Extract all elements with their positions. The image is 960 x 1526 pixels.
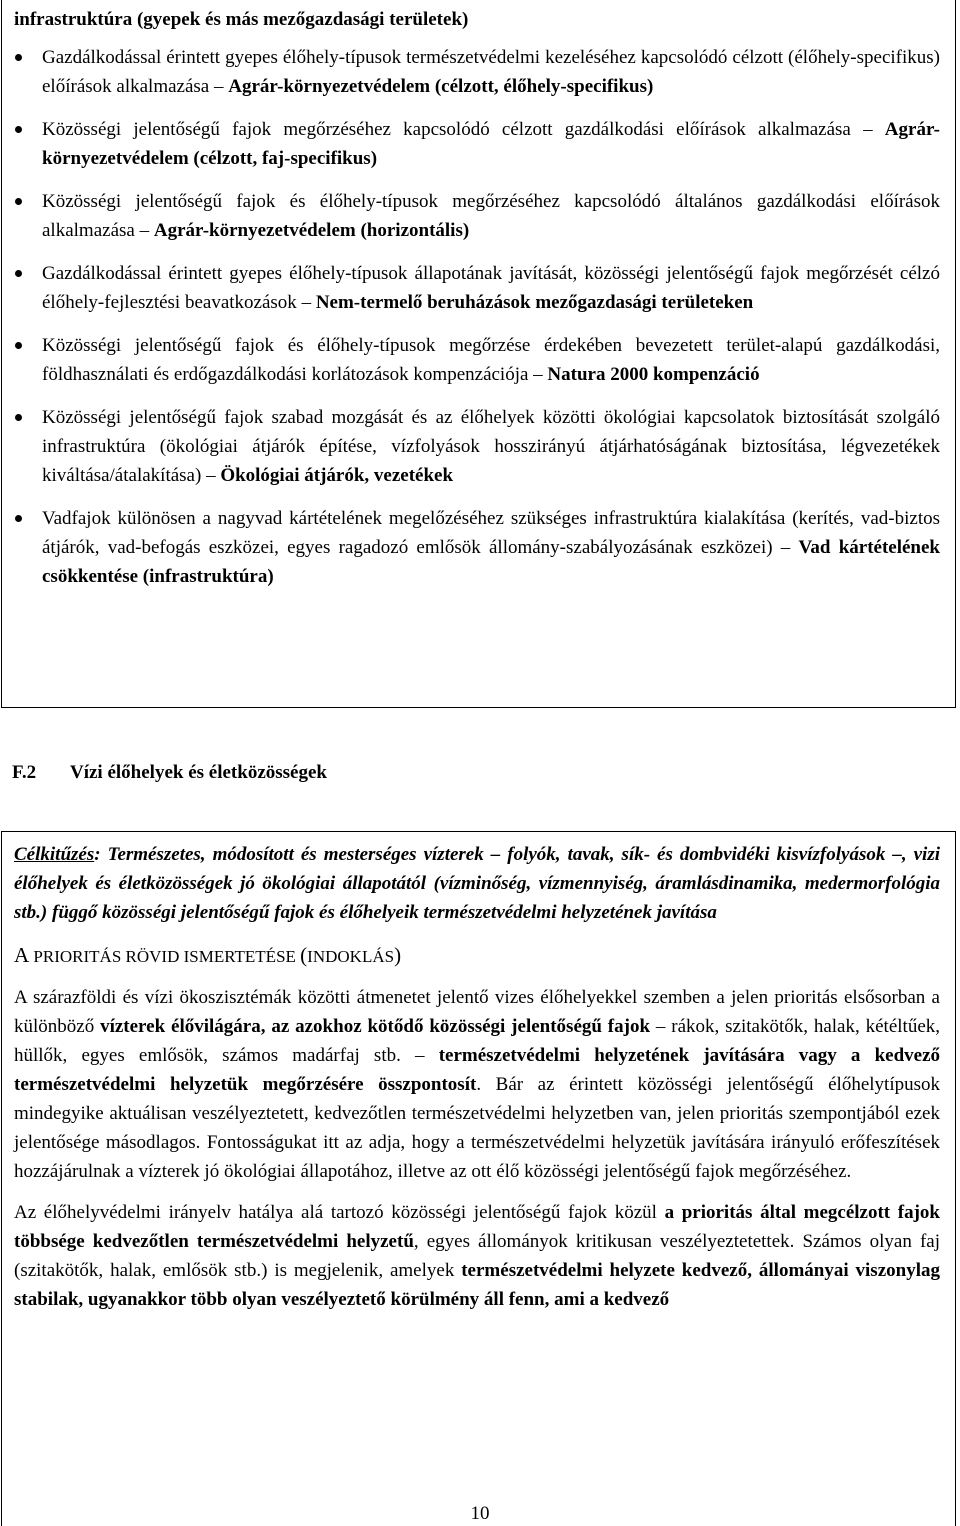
item-measure: Vad kártételének csökkentése (infrastruktúra) <box>42 537 940 587</box>
list-item: Gazdálkodással érintett gyepes élőhely-típusok állapotának javítását, közösségi jelentőségű fajok megőrzését célzó élőhely-fejlesztési beavatkozások – Nem-termelő beruházások mezőgazdasági területeken <box>14 259 940 317</box>
priority-box <box>1 831 956 1526</box>
item-text: Közösségi jelentőségű fajok és élőhely-típusok megőrzéséhez kapcsolódó általános gazdálkodási előírások alkalmazása <box>42 191 940 241</box>
item-measure: Agrár-környezetvédelem (célzott, faj-specifikus) <box>42 119 941 169</box>
section-number: F.2 <box>12 762 37 783</box>
bullet-icon <box>15 414 22 421</box>
bullet-icon <box>15 54 22 61</box>
objective-text: Célkitűzés: Természetes, módosított és mesterséges vízterek – folyók, tavak, sík- és dombvidéki kisvízfolyások –, vizi élőhelyek és életközösségek jó ökológiai állapotától (vízminőség, vízmennyiség, áramlásdinamika, medermorfológia stb.) függő közösségi jelentőségű fajok és élőhelyeik természetvédelmi helyzetének javítása <box>14 844 940 923</box>
item-measure: Nem-termelő beruházások mezőgazdasági területeken <box>315 292 754 313</box>
box-heading: infrastruktúra (gyepek és más mezőgazdasági területek) <box>14 9 469 30</box>
bullet-icon <box>15 270 22 277</box>
measures-box <box>1 0 956 708</box>
bullet-icon <box>15 515 22 522</box>
item-text: Vadfajok különösen a nagyvad kártételének megelőzéséhez szükséges infrastruktúra kialakítása (kerítés, vad-biztos átjárók, vad-befogás eszközei, egyes ragadozó emlősök állomány-szabályozásának eszközei) <box>42 508 940 558</box>
item-text: Közösségi jelentőségű fajok és élőhely-típusok megőrzése érdekében bevezetett terület-alapú gazdálkodási, földhasználati és erdőgazdálkodási korlátozások kompenzációja <box>42 335 940 385</box>
item-measure: Agrár-környezetvédelem (célzott, élőhely-specifikus) <box>228 76 654 97</box>
list-item: Közösségi jelentőségű fajok megőrzéséhez kapcsolódó célzott gazdálkodási előírások alkalmazása – Agrár-környezetvédelem (célzott, faj-specifikus) <box>14 115 940 173</box>
item-text: Gazdálkodással érintett gyepes élőhely-típusok állapotának javítását, közösségi jelentőségű fajok megőrzését célzó élőhely-fejlesztési beavatkozások <box>42 263 940 313</box>
list-item: Vadfajok különösen a nagyvad kártételének megelőzéséhez szükséges infrastruktúra kialakítása (kerítés, vad-biztos átjárók, vad-befogás eszközei, egyes ragadozó emlősök állomány-szabályozásának eszközei) – Vad kártételének csökkentése (infrastruktúra) <box>14 504 940 591</box>
item-text: Közösségi jelentőségű fajok megőrzéséhez kapcsolódó célzott gazdálkodási előírások alkalmazása <box>42 119 864 140</box>
list-item: Közösségi jelentőségű fajok és élőhely-típusok megőrzéséhez kapcsolódó általános gazdálkodási előírások alkalmazása – Agrár-környezetvédelem (horizontális) <box>14 187 940 245</box>
objective-label: Célkitűzés <box>14 844 95 865</box>
list-item: Közösségi jelentőségű fajok szabad mozgását és az élőhelyek közötti ökológiai kapcsolatok biztosítását szolgáló infrastruktúra (ökológiai átjárók építése, vízfolyások hosszirányú átjárhatóságának biztosítása, légvezetékek kiváltása/átalakítása) – Ökológiai átjárók, vezetékek <box>14 403 940 490</box>
list-item: Közösségi jelentőségű fajok és élőhely-típusok megőrzése érdekében bevezetett terület-alapú gazdálkodási, földhasználati és erdőgazdálkodási korlátozások kompenzációja – Natura 2000 kompenzáció <box>14 331 940 389</box>
section-heading <box>12 762 327 784</box>
priority-subheading: A PRIORITÁS RÖVID ISMERTETÉSE (INDOKLÁS) <box>14 943 402 967</box>
paragraph-2: Az élőhelyvédelmi irányelv hatálya alá tartozó közösségi jelentőségű fajok közül a prioritás által megcélzott fajok többsége kedvezőtlen természetvédelmi helyzetű, egyes állományok kritikusan veszélyeztetettek. Számos olyan faj (szitakötők, halak, emlősök stb.) is megjelenik, amelyek természetvédelmi helyzete kedvező, állományai viszonylag stabilak, ugyanakkor több olyan veszélyeztető körülmény áll fenn, ami a kedvező <box>14 1202 940 1310</box>
item-measure: Natura 2000 kompenzáció <box>547 364 760 385</box>
section-title: Vízi élőhelyek és életközösségek <box>70 762 327 783</box>
item-text: Közösségi jelentőségű fajok szabad mozgását és az élőhelyek közötti ökológiai kapcsolatok biztosítását szolgáló infrastruktúra (ökológiai átjárók építése, vízfolyások hosszirányú átjárhatóságának biztosítása, légvezetékek kiváltása/átalakítása) <box>42 407 940 486</box>
measures-list <box>14 43 940 591</box>
page-number: 10 <box>470 1503 490 1524</box>
bullet-icon <box>15 342 22 349</box>
item-text: Gazdálkodással érintett gyepes élőhely-típusok természetvédelmi kezeléséhez kapcsolódó célzott (élőhely-specifikus) előírások alkalmazása <box>42 47 940 97</box>
bullet-icon <box>15 126 22 133</box>
list-item: Gazdálkodással érintett gyepes élőhely-típusok természetvédelmi kezeléséhez kapcsolódó célzott (élőhely-specifikus) előírások alkalmazása – Agrár-környezetvédelem (célzott, élőhely-specifikus) <box>14 43 940 101</box>
bullet-icon <box>15 198 22 205</box>
item-measure: Agrár-környezetvédelem (horizontális) <box>153 220 470 241</box>
item-measure: Ökológiai átjárók, vezetékek <box>220 465 454 486</box>
paragraph-1: A szárazföldi és vízi ökoszisztémák közötti átmenetet jelentő vizes élőhelyekkel szemben a jelen prioritás elsősorban a különböző vízterek élővilágára, az azokhoz kötődő közösségi jelentőségű fajok – rákok, szitakötők, halak, kétéltűek, hüllők, egyes emlősök, számos madárfaj stb. – természetvédelmi helyzetének javítására vagy a kedvező természetvédelmi helyzetük megőrzésére összpontosít. Bár az érintett közösségi jelentőségű élőhelytípusok mindegyike aktuálisan veszélyeztetett, kedvezőtlen természetvédelmi helyzetben van, jelen prioritás szempontjából ezek jelentősége másodlagos. Fontosságukat itt az adja, hogy a természetvédelmi helyzetük javítására irányuló erőfeszítések hozzájárulnak a vízterek jó ökológiai állapotához, illetve az ott élő közösségi jelentőségű fajok megőrzéséhez. <box>14 987 940 1182</box>
